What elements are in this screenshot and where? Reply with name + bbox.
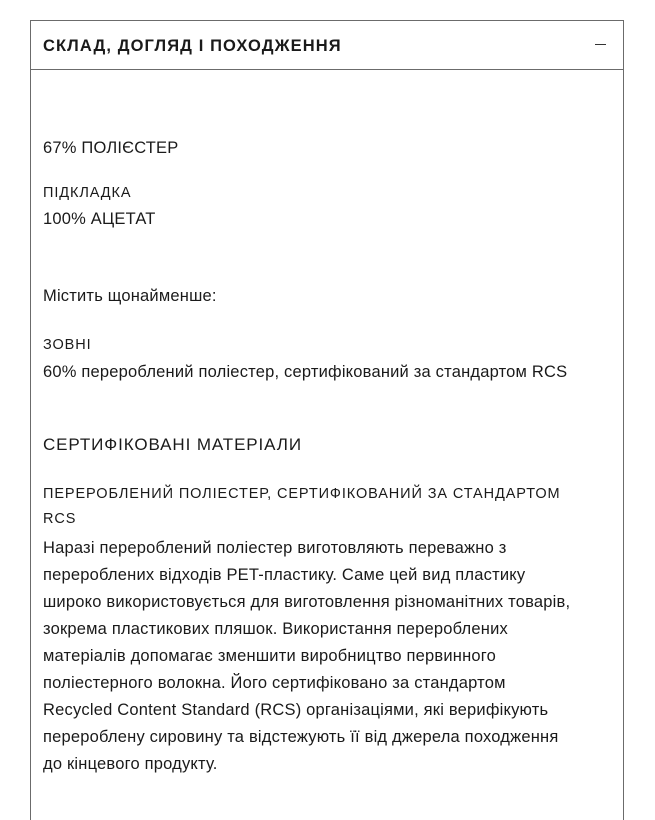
description-line: перероблених відходів PET-пластику. Саме цей вид пластику (43, 566, 526, 584)
description-line: поліестерного волокна. Його сертифіковано за стандартом (43, 674, 506, 692)
certified-item-title-cont: RCS (43, 511, 77, 527)
lining-label: ПІДКЛАДКА (43, 185, 132, 201)
accordion-title: СКЛАД, ДОГЛЯД І ПОХОДЖЕННЯ (43, 37, 342, 55)
main-composition: 67% ПОЛІЄСТЕР (43, 139, 179, 157)
certified-item-title: ПЕРЕРОБЛЕНИЙ ПОЛІЕСТЕР, СЕРТИФІКОВАНИЙ ЗА СТАНДАРТОМ (43, 486, 561, 502)
certified-materials-heading: СЕРТИФІКОВАНІ МАТЕРІАЛИ (43, 435, 302, 454)
certified-item-description (43, 535, 570, 778)
description-line: Recycled Content Standard (RCS) організаціями, які верифікують (43, 701, 549, 719)
outer-value: 60% перероблений поліестер, сертифікований за стандартом RCS (43, 363, 568, 381)
lining-value: 100% АЦЕТАТ (43, 210, 156, 228)
description-line: до кінцевого продукту. (43, 755, 218, 773)
description-line: перероблену сировину та відстежують її від джерела походження (43, 728, 559, 746)
description-line: широко використовується для виготовлення різноманітних товарів, (43, 593, 571, 611)
description-line: матеріалів допомагає зменшити виробництво первинного (43, 647, 497, 665)
minus-icon[interactable] (593, 33, 609, 53)
description-line: Наразі перероблений поліестер виготовляють переважно з (43, 539, 507, 557)
contains-label: Містить щонайменше: (43, 287, 217, 305)
composition-care-accordion (30, 20, 624, 820)
outer-label: ЗОВНІ (43, 337, 92, 353)
description-line: зокрема пластикових пляшок. Використання перероблених (43, 620, 508, 638)
accordion-header[interactable] (31, 21, 623, 70)
